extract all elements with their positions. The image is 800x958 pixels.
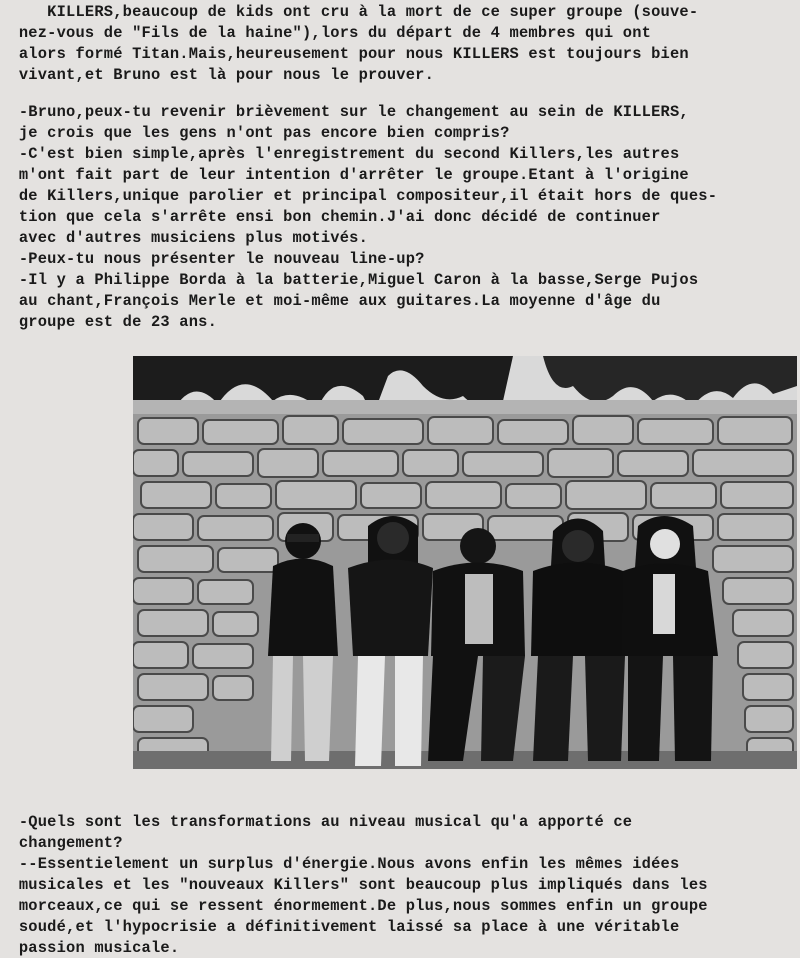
qa1-line-3: -C'est bien simple,après l'enregistrement du second Killers,les autres xyxy=(0,145,680,163)
qa1-line-2: je crois que les gens n'ont pas encore bien compris? xyxy=(0,124,510,142)
qa2-line-6: soudé,et l'hypocrisie a définitivement laissé sa place à une véritable xyxy=(0,918,680,936)
qa2-line-5: morceaux,ce qui se ressent énormement.De plus,nous sommes enfin un groupe xyxy=(0,897,708,915)
qa1-line-11: groupe est de 23 ans. xyxy=(0,313,218,331)
band-photo xyxy=(133,356,797,769)
intro-line-1: KILLERS,beaucoup de kids ont cru à la mort de ce super groupe (souve- xyxy=(0,3,699,21)
qa1-line-10: au chant,François Merle et moi-même aux guitares.La moyenne d'âge du xyxy=(0,292,661,310)
qa2-line-2: changement? xyxy=(0,834,123,852)
qa1-line-9: -Il y a Philippe Borda à la batterie,Miguel Caron à la basse,Serge Pujos xyxy=(0,271,699,289)
intro-line-2: nez-vous de "Fils de la haine"),lors du départ de 4 membres qui ont xyxy=(0,24,652,42)
intro-line-4: vivant,et Bruno est là pour nous le prouver. xyxy=(0,66,435,84)
qa1-line-4: m'ont fait part de leur intention d'arrêter le groupe.Etant à l'origine xyxy=(0,166,689,184)
qa2-line-3: --Essentielement un surplus d'énergie.Nous avons enfin les mêmes idées xyxy=(0,855,680,873)
intro-line-3: alors formé Titan.Mais,heureusement pour nous KILLERS est toujours bien xyxy=(0,45,689,63)
qa2-line-4: musicales et les "nouveaux Killers" sont beaucoup plus impliqués dans les xyxy=(0,876,708,894)
qa1-line-8: -Peux-tu nous présenter le nouveau line-up? xyxy=(0,250,425,268)
qa1-line-1: -Bruno,peux-tu revenir brièvement sur le changement au sein de KILLERS, xyxy=(0,103,689,121)
qa2-line-1: -Quels sont les transformations au niveau musical qu'a apporté ce xyxy=(0,813,633,831)
qa1-line-6: tion que cela s'arrête ensi bon chemin.J'ai donc décidé de continuer xyxy=(0,208,661,226)
qa1-line-7: avec d'autres musiciens plus motivés. xyxy=(0,229,368,247)
qa2-line-7: passion musicale. xyxy=(0,939,180,957)
qa1-line-5: de Killers,unique parolier et principal compositeur,il était hors de ques- xyxy=(0,187,718,205)
band-photo-illustration xyxy=(133,356,797,769)
